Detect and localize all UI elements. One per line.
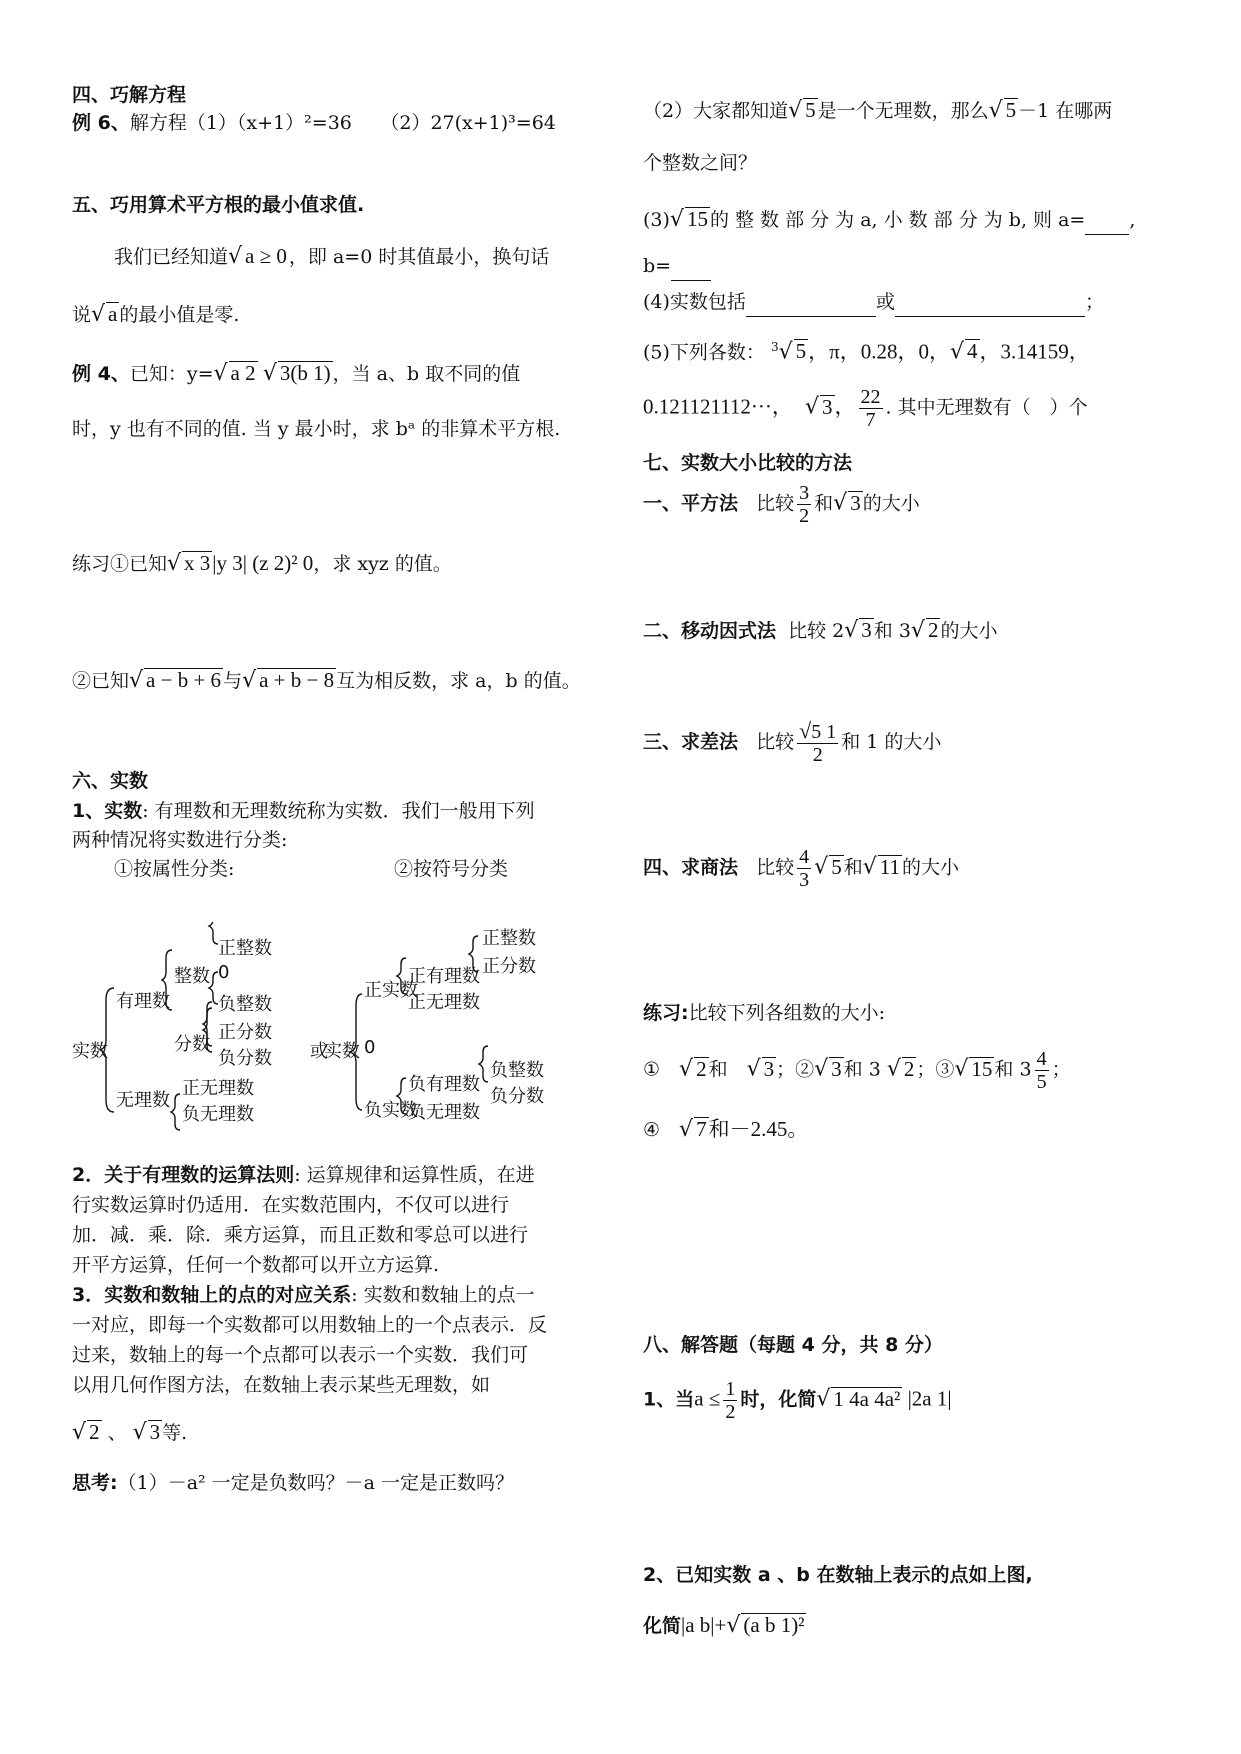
tree2-pos-integer: 正整数	[482, 928, 536, 949]
question-2-line2: 个整数之间？	[643, 152, 758, 174]
tree2-pos-real: 正实数	[364, 980, 418, 1001]
answer-2: 2、已知实数 a 、b 在数轴上表示的点如上图,	[643, 1564, 1033, 1586]
tree-or: 或	[310, 1041, 328, 1062]
tree1-integer: 整数	[174, 966, 210, 987]
paragraph-min-1: 我们已经知道√ a ≥ 0 ，即 a=0 时其值最小，换句话	[114, 244, 550, 269]
question-2: （2）大家都知道√ 5 是一个无理数，那么√ 5 －1 在哪两	[643, 98, 1113, 123]
question-3-line2: b=	[643, 250, 711, 281]
rule-3-line1: 3．实数和数轴上的点的对应关系: 实数和数轴上的点一	[72, 1284, 535, 1306]
tree1-pos-fraction: 正分数	[218, 1022, 272, 1043]
section-7-title: 七、实数大小比较的方法	[643, 452, 853, 474]
practice-2: ②已知√ a − b + 6 与√ a + b − 8 互为相反数，求 a，b 的值。	[72, 668, 581, 693]
rule-3-line2: 一对应，即每一个实数都可以用数轴上的一个点表示．反	[72, 1314, 548, 1336]
tree1-real: 实数	[72, 1041, 108, 1062]
section-5-title: 五、巧用算术平方根的最小值求值.	[72, 194, 365, 216]
tree2-pos-fraction: 正分数	[482, 956, 536, 977]
example-4-line2: 时，y 也有不同的值. 当 y 最小时，求 bᵃ 的非算术平方根.	[72, 418, 561, 440]
section-6-title: 六、实数	[72, 770, 149, 792]
tree2-real: 实数	[324, 1041, 360, 1062]
tree1-neg-integer: 负整数	[218, 994, 272, 1015]
definition-line2: 两种情况将实数进行分类:	[72, 829, 288, 851]
tree1-zero: 0	[218, 962, 230, 983]
rule-3-examples: √ 2 、 √ 3 等.	[72, 1420, 188, 1445]
classification-trees	[72, 922, 612, 1132]
rule-3-line3: 过来，数轴上的每一个点都可以表示一个实数．我们可	[72, 1344, 529, 1366]
rule-2-line1: 2．关于有理数的运算法则: 运算规律和运算性质，在进	[72, 1164, 535, 1186]
tree2-pos-rational: 正有理数	[408, 966, 480, 987]
method-1: 一、平方法 比较 $\frac{3}{2}$ 和√ 3 的大小	[643, 482, 920, 527]
answer-1: 1、当a ≤ $\frac{1}{2}$ 时，化简√ 1 4a 4a² |2a 1|	[643, 1378, 952, 1423]
tree2-neg-integer: 负整数	[490, 1060, 544, 1081]
tree1-fraction: 分数	[174, 1034, 210, 1055]
paragraph-min-2: 说√ a 的最小值是零.	[72, 302, 240, 327]
answer-2-expr: 化简|a b|+√ (a b 1)²	[643, 1613, 805, 1638]
practice-title: 练习:比较下列各组数的大小:	[643, 1002, 886, 1024]
practice-items-1: ① √ 2 和 √ 3 ；②√ 3 和 3 √ 2 ；③√ 15 和 3 $\frac{4}{5}$ ；	[643, 1048, 1071, 1093]
tree1-pos-integer: 正整数	[218, 938, 272, 959]
method-4: 四、求商法 比较 $\frac{4}{3}$ √ 5 和√ 11 的大小	[643, 846, 959, 891]
think-question: 思考:（1）－a² 一定是负数吗？－a 一定是正数吗？	[72, 1472, 515, 1494]
section-4-title: 四、巧解方程	[72, 84, 187, 106]
tree2-neg-fraction: 负分数	[490, 1086, 544, 1107]
rule-2-line4: 开平方运算，任何一个数都可以开立方运算.	[72, 1254, 440, 1276]
rule-2-line2: 行实数运算时仍适用．在实数范围内，不仅可以进行	[72, 1194, 510, 1216]
tree1-neg-fraction: 负分数	[218, 1048, 272, 1069]
definition-line1: 1、实数: 有理数和无理数统称为实数．我们一般用下列	[72, 800, 535, 822]
tree2-neg-rational: 负有理数	[408, 1074, 480, 1095]
tree2-pos-irrational: 正无理数	[408, 992, 480, 1013]
section-8-title: 八、解答题（每题 4 分，共 8 分）	[643, 1334, 943, 1356]
practice-items-2: ④ √ 7和－2.45。	[643, 1117, 809, 1142]
method-2: 二、移动因式法 比较 2√ 3 和 3√ 2 的大小	[643, 618, 998, 643]
classification-2: ②按符号分类	[394, 858, 509, 880]
tree2-zero: 0	[364, 1037, 376, 1058]
rule-2-line3: 加．减．乘．除．乘方运算，而且正数和零总可以进行	[72, 1224, 529, 1246]
rule-3-line4: 以用几何作图方法，在数轴上表示某些无理数，如	[72, 1374, 491, 1396]
example-4: 例 4、已知：y=√ a 2 √ 3(b 1) ，当 a、b 取不同的值	[72, 361, 521, 386]
example-6: 例 6、解方程（1）（x+1）²=36 （2）27(x+1)³=64	[72, 112, 556, 134]
tree1-rational: 有理数	[116, 991, 170, 1012]
question-4: (4)实数包括 或 ；	[643, 286, 1104, 317]
classification-1: ①按属性分类:	[114, 858, 235, 880]
method-3: 三、求差法 比较 $\frac{√5 1}{2}$ 和 1 的大小	[643, 718, 942, 766]
question-5-line2: 0.121121112···， √ 3， $\frac{22}{7}$ . 其中无理数有（ ）个	[643, 386, 1088, 431]
tree2-neg-irrational: 负无理数	[408, 1102, 480, 1123]
practice-1: 练习①已知√ x 3|y 3| (z 2)² 0，求 xyz 的值。	[72, 551, 452, 576]
tree1-irrational: 无理数	[116, 1090, 170, 1111]
tree1-pos-irrational: 正无理数	[182, 1078, 254, 1099]
tree2-neg-real: 负实数	[364, 1100, 418, 1121]
question-3: (3)√ 15 的 整 数 部 分 为 a, 小 数 部 分 为 b, 则 a= ,	[643, 204, 1135, 235]
tree1-neg-irrational: 负无理数	[182, 1104, 254, 1125]
question-5: (5)下列各数： $^3$√ 5，π，0.28，0，√ 4，3.14159，	[643, 339, 1090, 365]
